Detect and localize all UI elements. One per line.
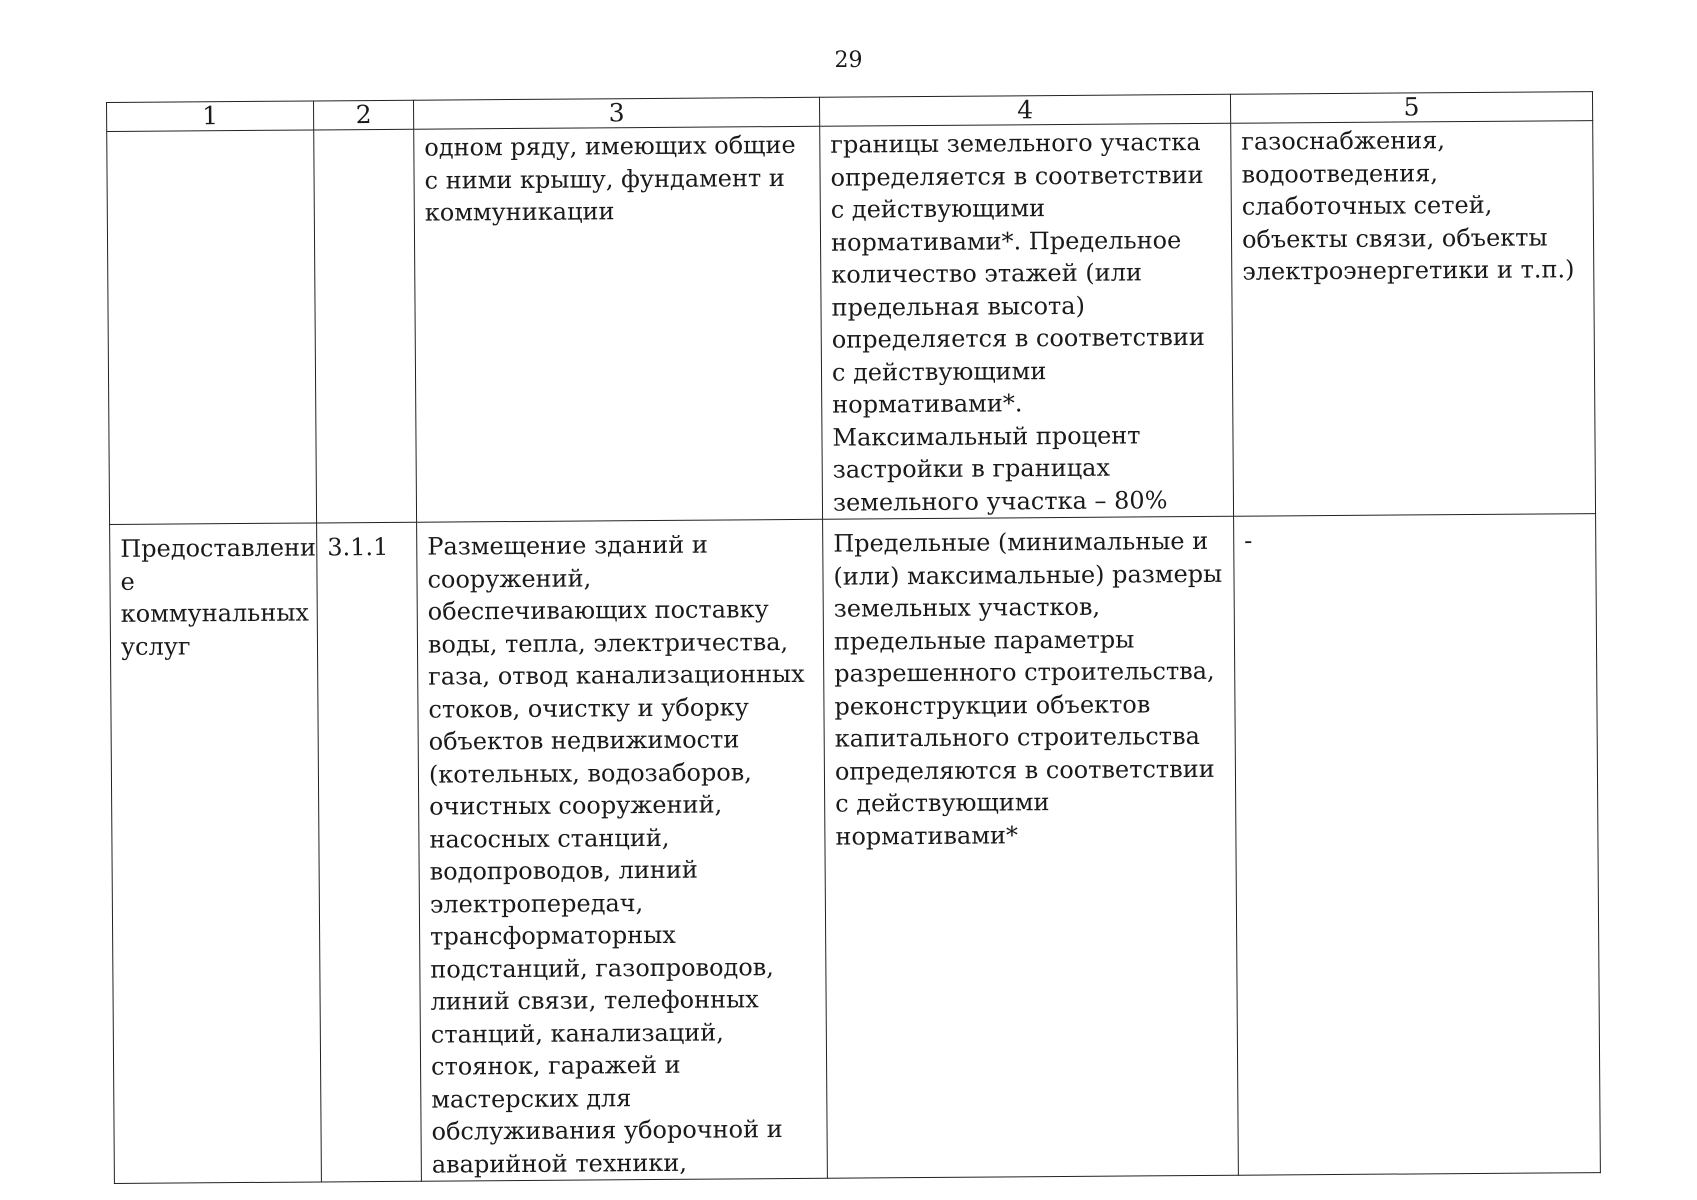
table-cell: Предельные (минимальные и (или) максимальные) размеры земельных участков, предельные параметры разрешенного строительства, реконструкции объектов капитального строительства определяются в соответствии с действующими нормативами* (823, 516, 1239, 1178)
table-cell: газоснабжения, водоотведения, слаботочных сетей, объекты связи, объекты электроэнергетики и т.п.) (1231, 121, 1596, 517)
table-cell: одном ряду, имеющих общие с ними крышу, фундамент и коммуникации (414, 126, 823, 522)
table-cell: Предоставлени е коммунальных услуг (110, 523, 322, 1183)
table-cell (314, 129, 417, 523)
table-cell: границы земельного участка определяется в соответствии с действующими нормативами*. Предельное количество этажей (или предельная высота) определяется в соответствии с действующими нормативами*. Максимальный процент застройки в границах земельного участка – 80% (820, 123, 1234, 519)
table-cell: Размещение зданий и сооружений, обеспечивающих поставку воды, тепла, электричества, газа, отвод канализационных стоков, очистку и уборку объектов недвижимости (котельных, водозаборов, очистных сооружений, насосных станций, водопроводов, линий электропередач, трансформаторных подстанций, газопроводов, линий связи, телефонных станций, канализаций, стоянок, гаражей и мастерских для обслуживания уборочной и аварийной техники, (417, 519, 828, 1181)
column-header-5: 5 (1230, 92, 1592, 124)
column-header-2: 2 (313, 100, 413, 130)
table-cell: 3.1.1 (317, 522, 422, 1182)
table-row (110, 514, 1601, 1184)
column-header-4: 4 (819, 94, 1230, 126)
table-cell (107, 130, 317, 525)
table-cell: - (1234, 514, 1601, 1176)
column-header-1: 1 (107, 101, 314, 132)
column-header-3: 3 (413, 97, 819, 129)
table-container (106, 91, 1600, 1184)
regulations-table (106, 91, 1601, 1184)
page-number: 29 (834, 48, 863, 73)
table-row (107, 121, 1596, 525)
